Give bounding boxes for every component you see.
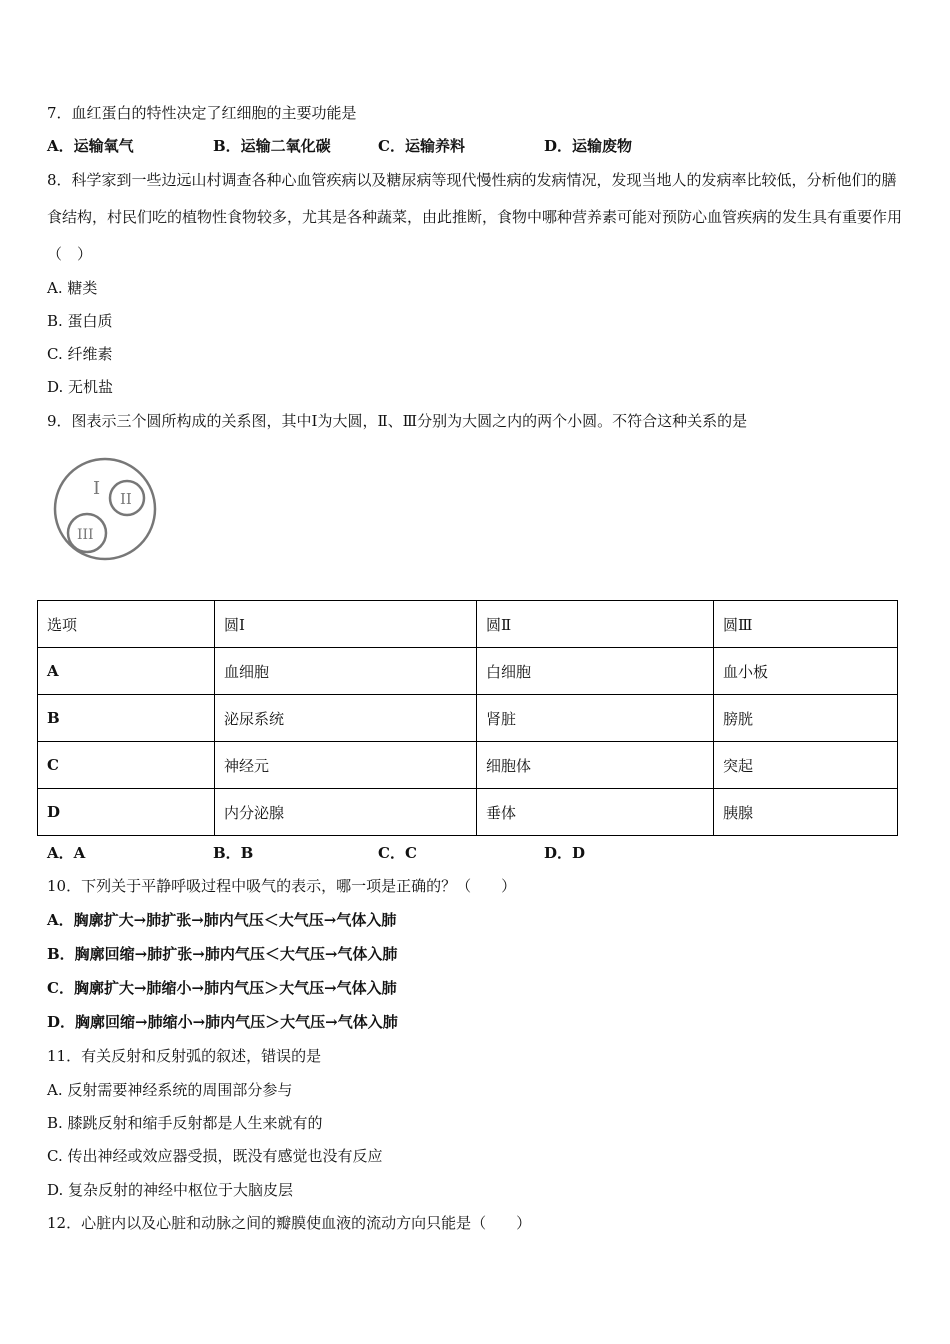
table-cell-option: D [38, 789, 215, 836]
q7-option-a: A．运输氧气 [47, 137, 134, 155]
table-cell: 肾脏 [477, 695, 714, 742]
q8-option-a: A. 糖类 [47, 279, 98, 297]
table-cell: 血细胞 [215, 648, 477, 695]
question-8-stem: 8．科学家到一些边远山村调查各种心血管疾病以及糖尿病等现代慢性病的发病情况，发现当地人的发病率比较低，分析他们的膳食结构，村民们吃的植物性食物较多，尤其是各种蔬菜，由此推断，食物中哪种营养素可能对预防心血管疾病的发生具有重要作用（ ） [47, 171, 903, 263]
circle-3-label: III [77, 527, 94, 543]
circle-2-label: II [120, 490, 132, 508]
table-cell: 膀胱 [714, 695, 898, 742]
question-9-stem: 9．图表示三个圆所构成的关系图，其中Ⅰ为大圆，Ⅱ、Ⅲ分别为大圆之内的两个小圆。不符合这种关系的是 [47, 412, 748, 430]
table-cell-option: A [38, 648, 215, 695]
q7-option-c: C．运输养料 [378, 137, 465, 155]
q10-option-b: B．胸廓回缩→肺扩张→肺内气压＜大气压→气体入肺 [47, 945, 398, 963]
table-header-cell: 圆Ⅲ [714, 601, 898, 648]
table-cell: 白细胞 [477, 648, 714, 695]
table-row [38, 742, 898, 789]
question-7-stem: 7．血红蛋白的特性决定了红细胞的主要功能是 [47, 104, 357, 122]
options-table [37, 600, 898, 836]
q10-option-d: D．胸廓回缩→肺缩小→肺内气压＞大气压→气体入肺 [47, 1013, 398, 1031]
table-cell-option: B [38, 695, 215, 742]
q8-option-b: B. 蛋白质 [47, 312, 113, 330]
table-header-cell: 圆Ⅱ [477, 601, 714, 648]
question-10-stem: 10．下列关于平静呼吸过程中吸气的表示，哪一项是正确的？（ ） [47, 877, 517, 895]
table-header-row [38, 601, 898, 648]
table-header-cell: 选项 [38, 601, 215, 648]
q8-option-c: C. 纤维素 [47, 345, 113, 363]
q11-option-c: C. 传出神经或效应器受损，既没有感觉也没有反应 [47, 1147, 383, 1165]
table-cell: 神经元 [215, 742, 477, 789]
table-header-cell: 圆Ⅰ [215, 601, 477, 648]
q7-option-d: D．运输废物 [544, 137, 633, 155]
q9-option-a: A．A [47, 844, 86, 862]
q8-option-d: D. 无机盐 [47, 378, 114, 396]
q7-option-b: B．运输二氧化碳 [213, 137, 331, 155]
q9-option-b: B．B [213, 844, 254, 862]
q10-option-c: C．胸廓扩大→肺缩小→肺内气压＞大气压→气体入肺 [47, 979, 397, 997]
table-cell: 血小板 [714, 648, 898, 695]
q9-option-c: C．C [378, 844, 417, 862]
circle-1-label: I [93, 478, 101, 499]
table-cell: 胰腺 [714, 789, 898, 836]
table-row [38, 695, 898, 742]
table-cell: 细胞体 [477, 742, 714, 789]
q9-option-d: D．D [544, 844, 586, 862]
table-cell-option: C [38, 742, 215, 789]
q11-option-a: A. 反射需要神经系统的周围部分参与 [47, 1081, 293, 1099]
q10-option-a: A．胸廓扩大→肺扩张→肺内气压＜大气压→气体入肺 [47, 911, 397, 929]
q11-option-b: B. 膝跳反射和缩手反射都是人生来就有的 [47, 1114, 323, 1132]
table-cell: 内分泌腺 [215, 789, 477, 836]
question-12-stem: 12．心脏内以及心脏和动脉之间的瓣膜使血液的流动方向只能是（ ） [47, 1214, 532, 1232]
question-11-stem: 11．有关反射和反射弧的叙述，错误的是 [47, 1047, 322, 1065]
table-cell: 泌尿系统 [215, 695, 477, 742]
circle-relationship-diagram [50, 442, 160, 572]
table-row [38, 789, 898, 836]
table-row [38, 648, 898, 695]
table-cell: 垂体 [477, 789, 714, 836]
q11-option-d: D. 复杂反射的神经中枢位于大脑皮层 [47, 1181, 294, 1199]
table-cell: 突起 [714, 742, 898, 789]
